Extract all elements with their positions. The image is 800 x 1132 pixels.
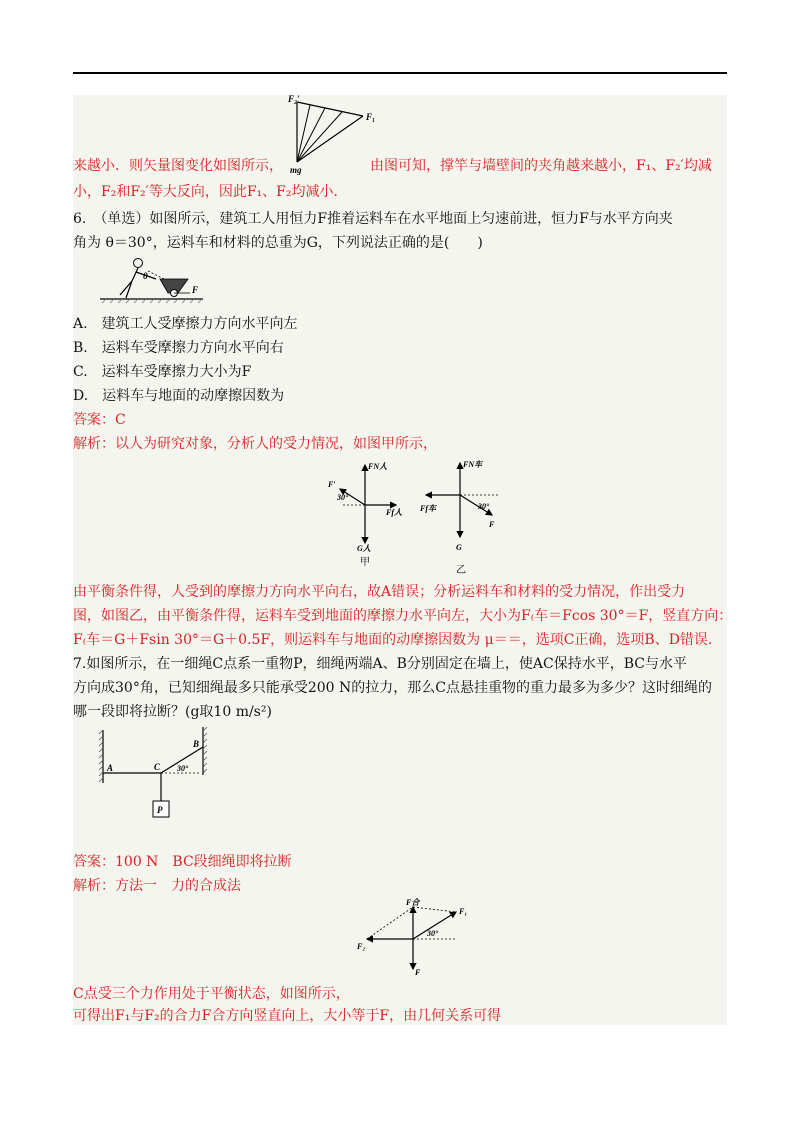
force-composition-figure (353, 895, 478, 980)
paragraph-line-2: 图，如图乙，由平衡条件得，运料车受到地面的摩擦力水平向左，大小为F₍车＝Fcos 30°＝F，竖直方向： (73, 608, 733, 624)
question-7-line-1: 7.如图所示，在一细绳C点系一重物P，细绳两端A、B分别固定在墙上，使AC保持水平，BC与水平 (73, 656, 687, 672)
fig4-label-a: A (107, 763, 114, 773)
text-line-1b: 由图可知，撑竿与墙壁间的夹角越来越小，F₁、F₂′均减 (370, 158, 712, 174)
option-b: B. 运料车受摩擦力方向水平向右 (73, 340, 284, 356)
yi-label-g: G (456, 543, 462, 552)
fig5-label-f2: F₂ (357, 942, 366, 951)
answer-7: 答案：100 N BC段细绳即将拉断 (73, 854, 292, 870)
fig5-label-f: F (415, 968, 421, 977)
fig1-label-mg: mg (290, 165, 302, 175)
fig1-label-f1: F₁ (366, 112, 376, 122)
yi-label-angle: 30° (478, 502, 490, 511)
yi-label-f: F (489, 520, 495, 529)
fig4-label-p: P (157, 805, 163, 815)
caption-jia: 甲 (360, 557, 370, 568)
option-a: A. 建筑工人受摩擦力方向水平向左 (73, 316, 298, 332)
paragraph-line-1: 由平衡条件得，人受到的摩擦力方向水平向右，故A错误；分析运料车和材料的受力情况，作出受力 (73, 584, 686, 600)
jia-label-fn: FN人 (368, 462, 388, 471)
explanation-line-2: 可得出F₁与F₂的合力F合方向竖直向上，大小等于F，由几何关系可得 (73, 1008, 502, 1024)
fig5-label-angle: 30° (427, 929, 439, 938)
worker-cart-figure (98, 255, 208, 305)
analysis-6: 解析：以人为研究对象，分析人的受力情况，如图甲所示， (73, 436, 437, 452)
jia-label-g: G人 (357, 544, 371, 553)
paragraph-line-3: F₍车＝G＋Fsin 30°＝G＋0.5F，则运料车与地面的动摩擦因数为 μ＝＝，选项C正确，选项B、D错误． (73, 632, 722, 648)
fig2-label-theta: θ (143, 271, 148, 281)
yi-label-ff: Ff车 (420, 504, 436, 513)
question-7-line-2: 方向成30°角，已知细绳最多只能承受200 N的拉力，那么C点悬挂重物的重力最多为多少？这时细绳的 (73, 680, 712, 696)
option-c: C. 运料车受摩擦力大小为F (73, 364, 252, 380)
jia-label-fp: F′ (328, 480, 336, 489)
fig4-label-c: C (154, 762, 161, 772)
question-7-line-3: 哪一段即将拉断？(g取10 m/s²) (73, 704, 272, 720)
fig4-label-b: B (193, 739, 200, 749)
force-diagrams-jia-yi (320, 455, 520, 575)
rope-weight-figure (97, 725, 217, 825)
fig1-label-f2p: F₂′ (288, 94, 300, 104)
yi-label-fn: FN车 (463, 460, 483, 469)
option-d: D. 运料车与地面的动摩擦因数为 (73, 388, 285, 404)
answer-6: 答案：C (73, 412, 126, 428)
fig5-label-f1: F₁ (459, 907, 468, 916)
header-rule (73, 72, 727, 74)
fig4-label-angle: 30° (177, 764, 189, 773)
analysis-7: 解析：方法一 力的合成法 (73, 878, 241, 894)
fig5-label-fhe: F合 (406, 898, 420, 907)
jia-label-angle: 30° (337, 493, 349, 502)
text-line-2: 小，F₂和F₂′等大反向，因此F₁、F₂均减小． (73, 184, 348, 200)
fig2-label-f: F (192, 285, 199, 295)
question-6-line-2: 角为 θ＝30°，运料车和材料的总重为G，下列说法正确的是( ) (73, 235, 483, 251)
jia-label-ff: Ff人 (386, 508, 402, 517)
caption-yi: 乙 (456, 565, 466, 575)
question-6-line-1: 6. （单选）如图所示，建筑工人用恒力F推着运料车在水平地面上匀速前进，恒力F与水平方向夹 (73, 211, 673, 227)
explanation-line-1: C点受三个力作用处于平衡状态，如图所示， (73, 986, 350, 1002)
text-line-1a: 来越小．则矢量图变化如图所示， (73, 158, 283, 174)
